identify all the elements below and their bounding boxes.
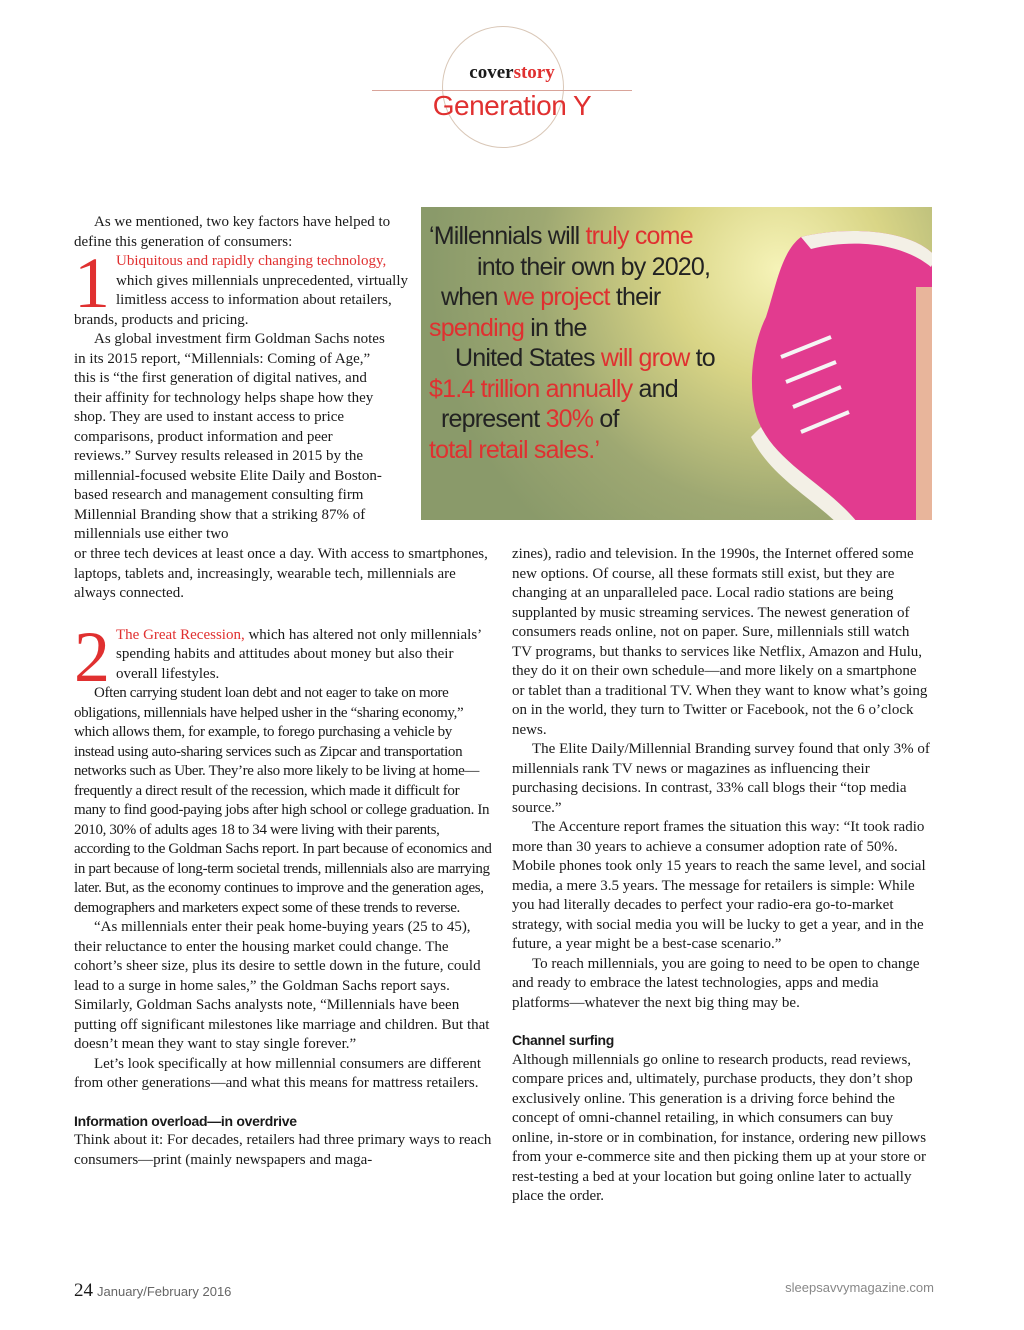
subhead-channel-surfing: Channel surfing bbox=[512, 1032, 615, 1048]
pullquote-line bbox=[429, 435, 749, 466]
left-column-wide bbox=[74, 545, 492, 1170]
goldman-paragraph: As global investment firm Goldman Sachs notes in its 2015 report, “Millennials: Coming of Age,” this is “the first generation of digital natives, and their affinity for technology helps shape how they shop. They are used to instant access to price comparisons, product information and peer reviews.” Survey results released in 2015 by the millennial-focused website Elite Daily and Boston-based research and management consulting firm Millennial Branding show that a striking 87% of millennials use either two bbox=[74, 331, 385, 542]
dropcap-1: 1 bbox=[74, 243, 110, 323]
lets-look-paragraph: Let’s look specifically at how millennial consumers are different from other generations—and what this means for mattress retailers. bbox=[74, 1055, 482, 1091]
accenture-paragraph: The Accenture report frames the situation this way: “It took radio more than 30 years to achieve a consumer adoption rate of 50%. Mobile phones took only 15 years to reach the same level, and social media, a mere 3.5 years. The message for retailers is simple: While you had literally decades to perfect your radio-era go-to-market strategy, with social media you will be lucky to get a year, and in the future, a year might be a best-case scenario.” bbox=[512, 819, 926, 952]
factor-1-text: which gives millennials unprecedented, virtually limitless access to information about retailers, brands, products and pricing. bbox=[74, 272, 409, 328]
pullquote-line bbox=[429, 374, 749, 405]
kicker-story: story bbox=[513, 62, 555, 83]
goldman-paragraph-cont: or three tech devices at least once a day. With access to smartphones, laptops, tablets and, increasingly, wearable tech, millennials are always connected. bbox=[74, 546, 488, 601]
elite-daily-paragraph: The Elite Daily/Millennial Branding survey found that only 3% of millennials rank TV news or magazines as influencing their purchasing decisions. In contrast, 33% call blogs their “top media source.” bbox=[512, 741, 930, 816]
factor-2 bbox=[74, 616, 492, 697]
footer-folio bbox=[74, 1280, 231, 1302]
pullquote-run: truly come bbox=[585, 222, 693, 250]
factor-1-lead: Ubiquitous and rapidly changing technology, bbox=[116, 253, 387, 269]
pullquote-run: we project bbox=[503, 283, 610, 311]
pullquote-run: in the bbox=[524, 313, 587, 342]
pullquote-run: when bbox=[441, 283, 504, 311]
pullquote-run: $1.4 trillion annually bbox=[429, 374, 633, 403]
reach-millennials-paragraph: To reach millennials, you are going to need to be open to change and ready to embrace the latest technologies, apps and media platforms—whatever the next big thing may be. bbox=[512, 955, 920, 1011]
pullquote-run: represent bbox=[441, 405, 546, 433]
pullquote-line bbox=[429, 313, 749, 344]
pullquote-run: and bbox=[632, 374, 678, 403]
pullquote-line bbox=[429, 252, 749, 283]
pullquote-run: spending bbox=[429, 313, 525, 342]
pullquote-run: total retail sales.’ bbox=[429, 435, 600, 464]
pullquote-run: United States bbox=[455, 344, 601, 372]
zines-paragraph: zines), radio and television. In the 1990s, the Internet offered some new options. Of course, all these formats still exist, but they are changing at an unparalleled pace. Local radio stations are being supplanted by music streaming services. The newest generation of consumers reads online, not on paper. Sure, millennials still watch TV programs, but thanks to services like Netflix, Amazon and Hulu, they do it on their own schedule—and more likely on a smartphone or tablet than a traditional TV. When they want to know what’s going on in the world, they turn to Twitter or Facebook, not the 6 o’clock news. bbox=[512, 546, 928, 738]
pullquote-line bbox=[429, 221, 749, 252]
pink-sneaker-illustration bbox=[741, 227, 932, 520]
pullquote-run: 30% bbox=[545, 405, 594, 433]
page-number: 24 bbox=[74, 1280, 93, 1301]
factor-2-lead: The Great Recession, bbox=[116, 626, 245, 643]
right-column bbox=[512, 545, 932, 1207]
channel-surfing-paragraph: Although millennials go online to research products, read reviews, compare prices and, ultimately, purchase products, they don’t shop exclusively online. This generation is a driving force behind the concept of omni-channel retailing, in which consumers can buy online, in-store or in combination, for instance, ordering new pillows from your e-commerce site and then picking them up at your store or rest-testing a bed at your location but going online later to actually place the order. bbox=[512, 1051, 927, 1204]
kicker-cover: cover bbox=[469, 62, 514, 83]
left-column-top bbox=[74, 213, 408, 545]
page-title: Generation Y bbox=[432, 90, 592, 121]
pullquote-run: will grow bbox=[600, 344, 690, 372]
subhead-information-overload: Information overload—in overdrive bbox=[74, 1112, 297, 1129]
home-buying-paragraph: “As millennials enter their peak home-buying years (25 to 45), their reluctance to enter the housing market could change. The cohort’s sheer size, plus its desire to settle down in the future, could lead to a surge in home sales,” the Goldman Sachs report says. Similarly, Goldman Sachs analysts note, “Millennials have been putting off significant milestones like marriage and children. But that doesn’t mean they want to stay single forever.” bbox=[74, 919, 490, 1052]
pullquote-run: to bbox=[689, 344, 715, 372]
header-circle bbox=[442, 26, 564, 148]
think-about-it-paragraph: Think about it: For decades, retailers had three primary ways to reach consumers—print (mainly newspapers and maga- bbox=[74, 1132, 492, 1168]
pullquote-text bbox=[429, 221, 749, 465]
pullquote-run: into their own by 2020, bbox=[477, 252, 711, 281]
section-kicker bbox=[0, 62, 1024, 84]
dropcap-2: 2 bbox=[74, 616, 110, 697]
footer-website: sleepsavvymagazine.com bbox=[785, 1280, 934, 1295]
factor-1 bbox=[74, 243, 409, 330]
intro-paragraph: As we mentioned, two key factors have helped to define this generation of consumers: bbox=[74, 214, 391, 250]
pullquote-line bbox=[429, 343, 749, 374]
sharing-economy-paragraph: Often carrying student loan debt and not eager to take on more obligations, millennials have helped usher in the “sharing economy,” which allows them, for example, to forego purchasing a vehicle by instead using auto-sharing services such as Zipcar and transportation networks such as Uber. They’re also more likely to be living at home—frequently a direct result of the recession, which made it difficult for many to find good-paying jobs after high school or college graduation. In 2010, 30% of adults ages 18 to 34 were living with their parents, according to the Goldman Sachs report. In part because of economics and in part because of long-term societal trends, millennials also are marrying later. But, as the economy continues to improve and the generation ages, demographers and marketers expect some of these trends to reverse. bbox=[74, 685, 492, 916]
pullquote-line bbox=[429, 404, 749, 435]
issue-date: January/February 2016 bbox=[97, 1284, 232, 1299]
pullquote-run: ‘Millennials will bbox=[429, 222, 586, 250]
pullquote-line bbox=[429, 282, 749, 313]
factor-2-text: which has altered not only millennials’ spending habits and attitudes about money but also their overall lifestyles. bbox=[116, 626, 482, 682]
pullquote-run: their bbox=[609, 283, 661, 311]
pullquote-run: of bbox=[593, 405, 619, 433]
pullquote-image bbox=[421, 207, 932, 520]
